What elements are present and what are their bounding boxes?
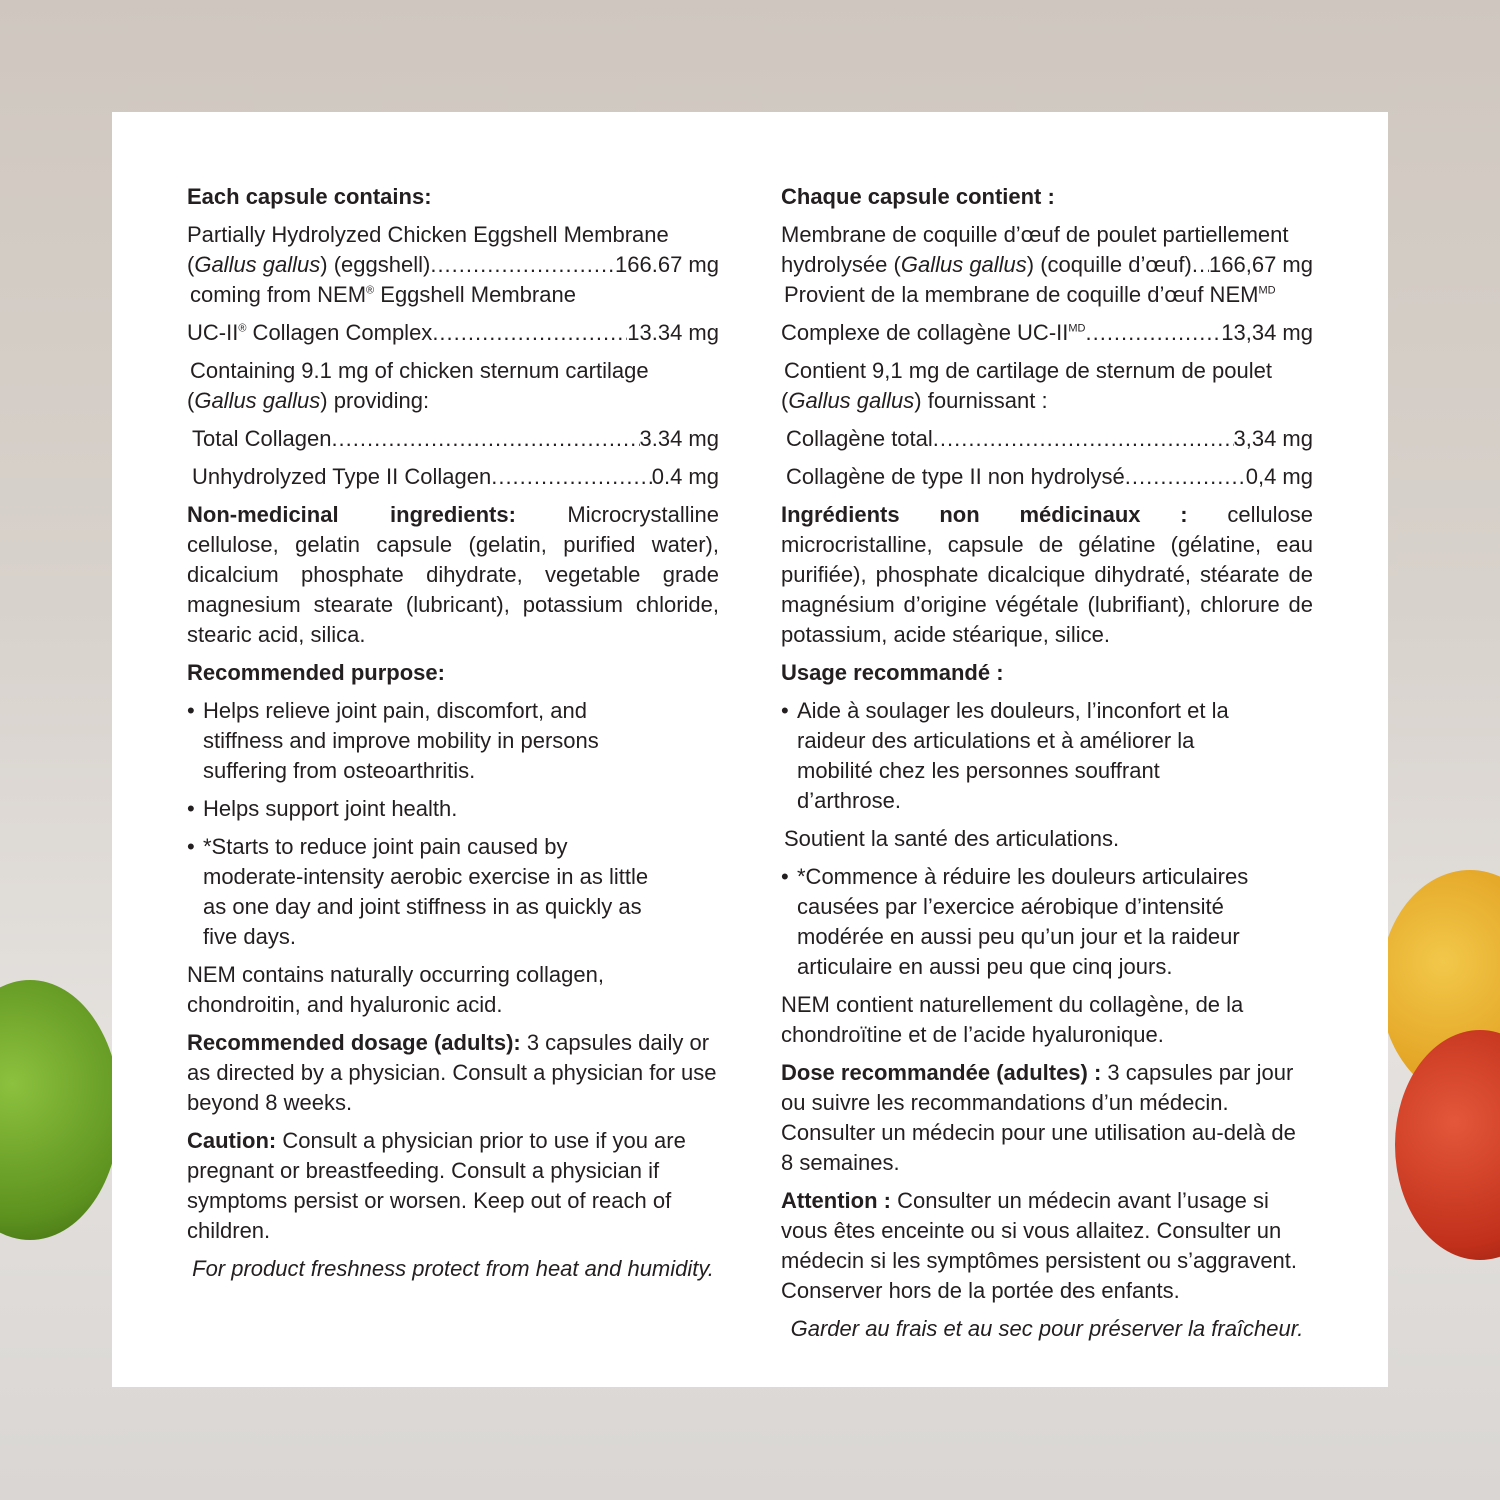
list-item: • Aide à soulager les douleurs, l’inconfort et la raideur des articulations et à améliorer la mobilité chez les personnes souffrant d’arthrose.	[781, 698, 1229, 813]
containing-line2: (Gallus gallus) fournissant :	[781, 388, 1048, 413]
list-item: • Helps relieve joint pain, discomfort, and stiffness and improve mobility in persons suffering from osteoarthritis.	[187, 698, 599, 783]
support-line: Soutient la santé des articulations.	[784, 826, 1120, 851]
type2-collagen-amount: 0.4 mg	[651, 464, 719, 489]
list-item: • *Starts to reduce joint pain caused by moderate-intensity aerobic exercise in as little as one day and joint stiffness in as quickly as five days.	[187, 834, 649, 949]
heading-chaque-capsule: Chaque capsule contient :	[781, 184, 1055, 209]
ingredient1-latin: (Gallus gallus) (eggshell)	[187, 252, 431, 277]
ingredient2-row	[187, 318, 719, 348]
total-collagen-row	[187, 424, 719, 454]
ingredient2-amount: 13.34 mg	[627, 320, 719, 345]
total-collagen-amount: 3.34 mg	[639, 426, 719, 451]
ingredient1-source: coming from NEM® Eggshell Membrane	[190, 282, 576, 307]
total-collagen-amount: 3,34 mg	[1233, 426, 1313, 451]
recommended-dosage: Recommended dosage (adults): 3 capsules daily or as directed by a physician. Consult a physician for use beyond 8 weeks.	[187, 1030, 717, 1115]
caution: Attention : Consulter un médecin avant l’usage si vous êtes enceinte ou si vous allaitez. Consulter un médecin si les symptômes persistent ou s’aggravent. Conserver hors de la portée des enfants.	[781, 1188, 1298, 1303]
heading-each-capsule: Each capsule contains:	[187, 184, 432, 209]
dot-leader	[1125, 462, 1246, 492]
nem-contents: NEM contient naturellement du collagène, de la chondroïtine et de l’acide hyaluronique.	[781, 992, 1244, 1047]
list-item: • Helps support joint health.	[187, 796, 458, 821]
freshness-note: For product freshness protect from heat and humidity.	[192, 1256, 714, 1281]
freshness-note: Garder au frais et au sec pour préserver la fraîcheur.	[790, 1316, 1304, 1341]
type2-collagen-amount: 0,4 mg	[1245, 464, 1313, 489]
ingredient1-row	[187, 250, 719, 280]
nem-contents: NEM contains naturally occurring collagen, chondroitin, and hyaluronic acid.	[187, 962, 604, 1017]
containing-line2: (Gallus gallus) providing:	[187, 388, 430, 413]
ingredient1-amount: 166,67 mg	[1209, 252, 1313, 277]
ingredient1-latin: hydrolysée (Gallus gallus) (coquille d’œuf)	[781, 252, 1192, 277]
type2-collagen-row	[781, 462, 1313, 492]
ingredient1-amount: 166.67 mg	[615, 252, 719, 277]
label-card	[112, 112, 1388, 1387]
dot-leader	[933, 424, 1234, 454]
heading-recommended-purpose: Recommended purpose:	[187, 660, 445, 685]
dot-leader	[1192, 250, 1209, 280]
ingredient2-row	[781, 318, 1313, 348]
dot-leader	[430, 250, 615, 280]
ingredient2-amount: 13,34 mg	[1221, 320, 1313, 345]
english-column	[187, 182, 719, 1292]
non-medicinal-ingredients: Non-medicinal ingredients: Microcrystalline cellulose, gelatin capsule (gelatin, purified water), dicalcium phosphate dihydrate, vegetable grade magnesium stearate (lubricant), potassium chloride, stearic acid, silica.	[187, 502, 719, 647]
dot-leader	[1085, 318, 1221, 348]
type2-collagen-label: Unhydrolyzed Type II Collagen	[192, 464, 492, 489]
type2-collagen-label: Collagène de type II non hydrolysé	[786, 464, 1125, 489]
total-collagen-label: Collagène total	[786, 426, 933, 451]
containing-line1: Containing 9.1 mg of chicken sternum cartilage	[190, 358, 649, 383]
caution: Caution: Consult a physician prior to use if you are pregnant or breastfeeding. Consult a physician if symptoms persist or worsen. Keep out of reach of children.	[187, 1128, 686, 1243]
ingredient2-label: UC-II® Collagen Complex	[187, 320, 433, 345]
ingredient1-line1: Partially Hydrolyzed Chicken Eggshell Membrane	[187, 222, 669, 247]
non-medicinal-ingredients: Ingrédients non médicinaux : cellulose microcristalline, capsule de gélatine (gélatine, eau purifiée), phosphate dicalcique dihydraté, stéarate de magnésium d’origine végétale (lubrifiant), chlorure de potassium, acide stéarique, silice.	[781, 502, 1313, 647]
dot-leader	[491, 462, 652, 492]
ingredient1-row	[781, 250, 1313, 280]
list-item: • *Commence à réduire les douleurs articulaires causées par l’exercice aérobique d’intensité modérée en aussi peu qu’un jour et la raideur articulaire en aussi peu que cinq jours.	[781, 864, 1249, 979]
containing-line1: Contient 9,1 mg de cartilage de sternum de poulet	[784, 358, 1272, 383]
total-collagen-label: Total Collagen	[192, 426, 332, 451]
french-column	[781, 182, 1313, 1352]
ingredient2-label: Complexe de collagène $UC-II^{MD}$	[781, 320, 1086, 345]
recommended-dosage: Dose recommandée (adultes) : 3 capsules par jour ou suivre les recommandations d’un médecin. Consulter un médecin pour une utilisation au-delà de 8 semaines.	[781, 1060, 1296, 1175]
type2-collagen-row	[187, 462, 719, 492]
dot-leader	[331, 424, 639, 454]
heading-usage-recommande: Usage recommandé :	[781, 660, 1004, 685]
dot-leader	[432, 318, 627, 348]
ingredient1-source: Provient de la membrane de coquille d’œuf $NEM^{MD}$	[784, 282, 1276, 307]
total-collagen-row	[781, 424, 1313, 454]
ingredient1-line1: Membrane de coquille d’œuf de poulet partiellement	[781, 222, 1289, 247]
